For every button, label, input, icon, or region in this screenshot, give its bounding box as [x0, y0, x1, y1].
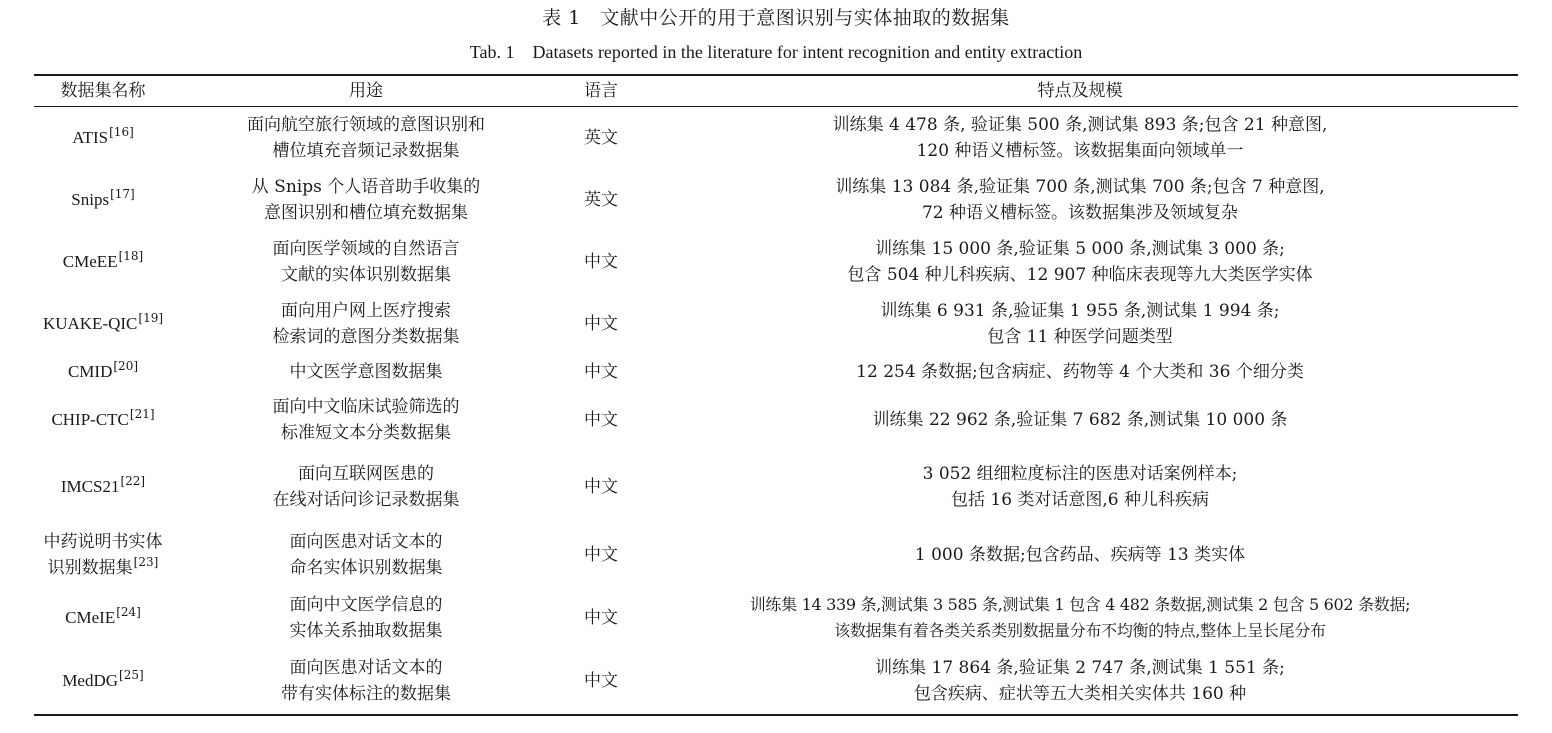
dataset-name: CMeEE	[62, 251, 118, 271]
features-line: 该数据集有着各类关系类别数据量分布不均衡的特点,整体上呈长尾分布	[834, 620, 1326, 640]
language-cell: 中文	[584, 251, 618, 272]
table-row	[34, 293, 1518, 355]
reference-marker: [16]	[109, 125, 134, 140]
features-line: 训练集 14 339 条,测试集 3 585 条,测试集 1 包含 4 482 条数据,测试集 2 包含 5 602 条数据;	[749, 594, 1411, 614]
reference-marker: [18]	[118, 248, 144, 263]
table-row	[34, 523, 1518, 587]
dataset-name: IMCS21	[60, 476, 120, 496]
features-cell	[642, 389, 1518, 451]
purpose-cell	[172, 587, 560, 649]
purpose-cell	[172, 649, 560, 715]
purpose-cell	[172, 451, 560, 523]
dataset-name: CMeIE	[65, 607, 116, 627]
dataset-name: CHIP-CTC	[51, 409, 129, 429]
reference-marker: [25]	[119, 668, 144, 683]
features-cell	[642, 649, 1518, 715]
table-row	[34, 355, 1518, 389]
dataset-name-cell	[34, 355, 172, 389]
purpose-line: 面向医学领域的自然语言	[272, 238, 460, 259]
features-line: 12 254 条数据;包含病症、药物等 4 个大类和 36 个细分类	[856, 361, 1304, 382]
features-cell	[642, 293, 1518, 355]
purpose-cell	[172, 231, 560, 293]
features-cell	[642, 355, 1518, 389]
purpose-line: 在线对话问诊记录数据集	[272, 489, 460, 510]
features-line: 包含 11 种医学问题类型	[987, 326, 1173, 347]
purpose-cell	[172, 293, 560, 355]
purpose-line: 面向航空旅行领域的意图识别和	[247, 114, 485, 135]
features-line: 训练集 15 000 条,验证集 5 000 条,测试集 3 000 条;	[875, 238, 1285, 259]
dataset-name-line	[34, 555, 172, 581]
dataset-name-cell	[34, 389, 172, 451]
dataset-name-cell	[34, 169, 172, 231]
dataset-name-cell	[34, 649, 172, 715]
features-cell	[642, 523, 1518, 587]
dataset-name-cell	[34, 107, 172, 169]
features-line: 训练集 22 962 条,验证集 7 682 条,测试集 10 000 条	[872, 409, 1288, 430]
features-line: 包含疾病、症状等五大类相关实体共 160 种	[913, 684, 1247, 704]
language-cell: 中文	[584, 671, 618, 691]
language-cell: 中文	[584, 607, 618, 628]
purpose-line: 检索词的意图分类数据集	[272, 326, 460, 347]
table-caption-english: Tab. 1 Datasets reported in the literature for intent recognition and entity extraction	[469, 42, 1083, 62]
features-line: 72 种语义槽标签。该数据集涉及领域复杂	[921, 202, 1239, 223]
features-line: 120 种语义槽标签。该数据集面向领域单一	[916, 140, 1244, 161]
table-row	[34, 231, 1518, 293]
header-features-scale: 特点及规模	[1037, 81, 1123, 101]
table-row	[34, 649, 1518, 715]
datasets-table	[34, 74, 1518, 716]
language-cell: 英文	[584, 127, 618, 148]
table-row	[34, 389, 1518, 451]
features-line: 包含 504 种儿科疾病、12 907 种临床表现等九大类医学实体	[847, 264, 1313, 285]
purpose-line: 意图识别和槽位填充数据集	[264, 202, 468, 223]
language-cell: 中文	[584, 361, 618, 382]
purpose-line: 面向医患对话文本的	[289, 531, 443, 552]
features-cell	[642, 231, 1518, 293]
purpose-line: 槽位填充音频记录数据集	[272, 140, 460, 161]
features-line: 1 000 条数据;包含药品、疾病等 13 类实体	[914, 544, 1246, 565]
purpose-cell	[172, 107, 560, 169]
features-cell	[642, 451, 1518, 523]
dataset-name: Snips	[71, 189, 110, 209]
purpose-line: 面向用户网上医疗搜索	[281, 300, 451, 321]
reference-marker: [24]	[116, 604, 141, 619]
reference-marker: [21]	[129, 406, 155, 421]
dataset-name: 中药说明书实体	[43, 531, 163, 552]
reference-marker: [22]	[120, 473, 146, 488]
purpose-cell	[172, 523, 560, 587]
dataset-name: CMID	[67, 361, 113, 381]
purpose-line: 带有实体标注的数据集	[281, 684, 451, 704]
purpose-line: 从 Snips 个人语音助手收集的	[251, 176, 481, 197]
features-line: 训练集 4 478 条, 验证集 500 条,测试集 893 条;包含 21 种意图,	[832, 114, 1328, 135]
reference-marker: [17]	[110, 186, 135, 201]
features-cell	[642, 587, 1518, 649]
reference-marker: [20]	[113, 358, 139, 373]
features-cell	[642, 107, 1518, 169]
dataset-name: ATIS	[72, 127, 109, 147]
purpose-line: 中文医学意图数据集	[289, 361, 443, 382]
table-row	[34, 587, 1518, 649]
purpose-line: 面向中文医学信息的	[289, 594, 443, 615]
dataset-name: 识别数据集	[47, 557, 133, 578]
features-line: 训练集 17 864 条,验证集 2 747 条,测试集 1 551 条;	[875, 658, 1285, 678]
purpose-line: 文献的实体识别数据集	[281, 264, 451, 285]
dataset-name: MedDG	[62, 671, 119, 690]
dataset-name-cell	[34, 587, 172, 649]
purpose-cell	[172, 169, 560, 231]
dataset-name-cell	[34, 523, 172, 587]
dataset-name-cell	[34, 231, 172, 293]
features-line: 训练集 6 931 条,验证集 1 955 条,测试集 1 994 条;	[880, 300, 1280, 321]
purpose-line: 面向中文临床试验筛选的	[272, 396, 460, 417]
table-row	[34, 451, 1518, 523]
features-line: 训练集 13 084 条,验证集 700 条,测试集 700 条;包含 7 种意图,	[835, 176, 1325, 197]
features-line: 包括 16 类对话意图,6 种儿科疾病	[950, 489, 1210, 510]
language-cell: 英文	[584, 189, 618, 210]
language-cell: 中文	[584, 544, 618, 565]
header-purpose: 用途	[349, 81, 383, 101]
header-dataset-name: 数据集名称	[60, 81, 146, 101]
table-header-row	[34, 75, 1518, 107]
purpose-line: 面向医患对话文本的	[289, 658, 443, 678]
language-cell: 中文	[584, 476, 618, 497]
header-language: 语言	[584, 81, 618, 101]
dataset-name-cell	[34, 293, 172, 355]
purpose-cell	[172, 355, 560, 389]
table-row	[34, 107, 1518, 169]
reference-marker: [19]	[138, 310, 164, 325]
table-caption-chinese: 表 1 文献中公开的用于意图识别与实体抽取的数据集	[542, 7, 1010, 29]
purpose-line: 面向互联网医患的	[298, 463, 434, 484]
purpose-line: 命名实体识别数据集	[289, 557, 443, 578]
purpose-line: 实体关系抽取数据集	[289, 620, 443, 641]
dataset-name: KUAKE-QIC	[42, 313, 138, 333]
dataset-name-cell	[34, 451, 172, 523]
table-row	[34, 169, 1518, 231]
purpose-cell	[172, 389, 560, 451]
features-cell	[642, 169, 1518, 231]
purpose-line: 标准短文本分类数据集	[281, 422, 451, 443]
language-cell: 中文	[584, 313, 618, 334]
language-cell: 中文	[584, 409, 618, 430]
features-line: 3 052 组细粒度标注的医患对话案例样本;	[922, 463, 1238, 484]
reference-marker: [23]	[133, 554, 159, 569]
